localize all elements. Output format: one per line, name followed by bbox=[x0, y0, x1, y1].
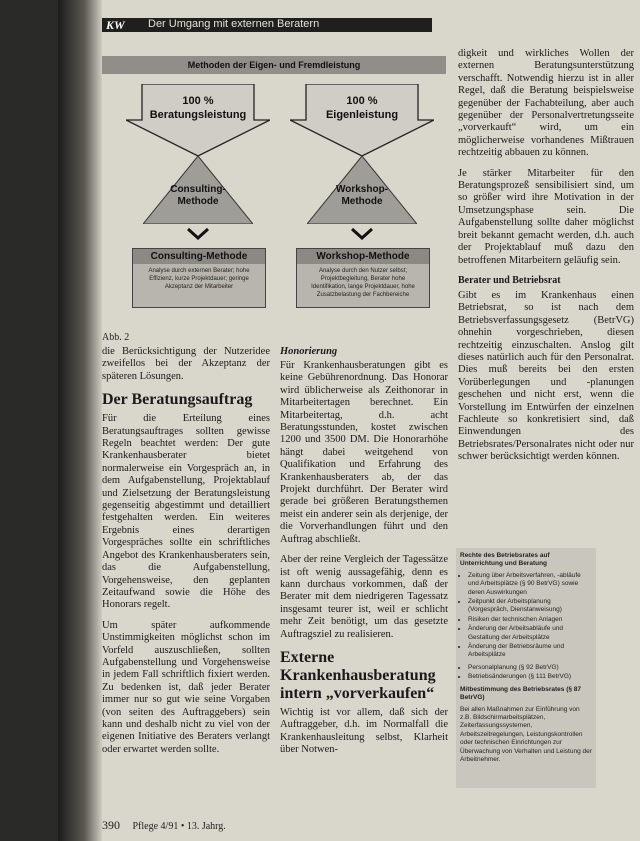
consulting-triangle bbox=[143, 156, 253, 224]
methods-figure bbox=[102, 56, 446, 324]
workshop-method-box bbox=[296, 248, 430, 308]
page-number: 390 bbox=[102, 818, 120, 832]
right-arrow-percent: 100 % bbox=[346, 95, 378, 107]
list-item: • Zeitung über Arbeitsverfahren, -abläufe und Arbeitsplätze (§ 90 BetrVG) sowie deren Auswirkungen bbox=[468, 572, 592, 597]
section-heading: Externe Krankenhausberatung intern „vorverkaufen“ bbox=[280, 648, 436, 702]
book-page bbox=[58, 0, 640, 841]
subheading: Honorierung bbox=[280, 346, 338, 357]
consulting-box-title: Consulting-Methode bbox=[133, 249, 265, 264]
paragraph: Für die Erteilung eines Beratungsauftrages sollten gewisse Regeln beachtet werden: Der gute Krankenhausberater bietet normalerweise ein Vorgespräch an, in dem Aufgabenstellung, Projektablauf und Zielsetzung der Beratungsleistung gegenseitig abgestimmt und detailliert festgehalten werden. Ein weiteres Ergebnis eines derartigen Vorgespräches sollte ein schriftliches Angebot des Krankenhausberaters sein, das die Aufgabenstellung, Vorgehensweise, den geplanten Zeitaufwand sowie die Höhe des Honorars regelt. bbox=[102, 413, 270, 611]
paragraph: Für Krankenhausberatungen gibt es keine Gebührenordnung. Das Honorar wird üblicherweise als Zeithonorar in Mitarbeitertagen berechnet. Ein Mitarbeitertag, d.h. acht Beratungsstunden, kostet zwischen 1200 und 3500 DM. Die Honorarhöhe hängt dabei weitgehend von Qualifikation und Erfahrung des Krankenhausberaters ab, der das Projekt durchführt. Der Berater wird gerade bei größeren Beratungsthemen meist ein anderer sein als derjenige, der die Vorverhandlungen führt und den Auftrag abschließt. bbox=[280, 360, 448, 545]
figure-caption: Abb. 2 bbox=[102, 332, 130, 343]
paragraph: digkeit und wirkliches Wollen der externen Beratungsunterstützung verschafft. Notwendig hierzu ist in aller Regel, daß die Beratung beispielsweise gegenüber der Fachabteilung, aber auch gegenüber der Personalvertretungsseite „vorverkauft“ wird, um ein möglicherweise vorhandenes Mißtrauen rechtzeitig abbauen zu können. bbox=[458, 48, 634, 159]
paragraph: die Berücksichtigung der Nutzeridee zweifellos bei der Akzeptanz der späteren Lösungen. bbox=[102, 346, 270, 382]
workshop-box-desc: Analyse durch den Nutzer selbst; Projektbegleitung, Berater hohe Identifikation, lange Projektdauer, hohe Zusatzbelastung der Fachbereiche bbox=[311, 268, 415, 298]
chevron-down-icon bbox=[187, 228, 209, 240]
left-down-arrow bbox=[126, 84, 270, 156]
list-item: • Betriebsänderungen (§ 111 BetrVG) bbox=[468, 673, 592, 681]
workshop-tri-line2: Methode bbox=[341, 196, 383, 207]
paragraph: Um später aufkommende Unstimmigkeiten möglichst schon im Vorfeld auszuschließen, sollten Aufgabenstellung und Vorgehensweise in jedem Fall schriftlich fixiert werden. Zu bedenken ist, daß jeder Berater immer nur so gut wie seine Vorgaben (von seiten des Auftraggebers) sein kann und deshalb nicht zu viel von der eigenen Initiative des Beraters verlangt oder erwartet werden sollte. bbox=[102, 619, 270, 755]
running-header bbox=[102, 18, 432, 32]
book-gutter bbox=[58, 0, 102, 841]
paragraph: Aber der reine Vergleich der Tagessätze ist oft wenig aussagefähig, denn es kann durchaus vorkommen, daß der Berater mit dem niedrigeren Tagessatz insgesamt teurer ist, weil er schlicht mehr Zeit benötigt, um das gesetzte Auftragsziel zu realisieren. bbox=[280, 554, 448, 640]
list-item: • Änderung der Betriebsräume und Arbeitsplätze bbox=[468, 643, 592, 660]
sidebox-list-2 bbox=[460, 664, 592, 682]
left-arrow-percent: 100 % bbox=[182, 95, 214, 107]
journal-logo: KW bbox=[106, 18, 125, 32]
sidebox-subtitle: Mitbestimmung des Betriebsrates (§ 87 BetrVG) bbox=[460, 685, 582, 702]
paragraph: Wichtig ist vor allem, daß sich der Auftraggeber, d.h. im Normalfall die Krankenhausleitung selbst, Klarheit über Notwen- bbox=[280, 706, 448, 756]
workshop-triangle bbox=[307, 156, 417, 224]
list-item: • Risiken der technischen Anlagen bbox=[468, 616, 592, 624]
subheading: Berater und Betriebsrat bbox=[458, 274, 561, 286]
page-footer bbox=[102, 818, 226, 833]
figure-banner: Methoden der Eigen- und Fremdleistung bbox=[102, 56, 446, 74]
section-heading: Der Beratungsauftrag bbox=[102, 391, 253, 409]
sidebox-list bbox=[460, 572, 592, 660]
paragraph: Je stärker Mitarbeiter für den Beratungsprozeß sensibilisiert sind, um so größer wird ihre Motivation in der Umsetzungsphase sein. Die Aufgabenstellung sollte daher möglichst breit bekannt gemacht werden, d.h. auch der Projektablauf muß dazu den betroffenen Mitarbeitern geläufig sein. bbox=[458, 167, 634, 266]
paragraph: Gibt es im Krankenhaus einen Betriebsrat, so ist nach dem Betriebsverfassungsgesetz (BetrVG) ohnehin vorgeschrieben, diesen rechtzeitig einzuschalten. Anslog gilt dieses natürlich auch für den Personalrat. Dies muß bereits bei den ersten Vorüberlegungen und -planungen geschehen und nicht erst, wenn die Vorstellung im Entwürfen der einzelnen Fachleute so konkretisiert sind, daß Einwendungen des Betriebsrates/Personalrates nicht oder nur schwer berücksichtigt werden können. bbox=[458, 289, 634, 463]
list-item: • Änderung der Arbeitsabläufe und Gestaltung der Arbeitsplätze bbox=[468, 625, 592, 642]
chevron-down-icon bbox=[351, 228, 373, 240]
consulting-box-desc: Analyse durch externen Berater; hohe Effizienz, kurze Projektdauer; geringe Akzeptanz der Mitarbeiter bbox=[148, 268, 250, 290]
column-1 bbox=[102, 346, 270, 764]
workshop-box-title: Workshop-Methode bbox=[297, 249, 429, 264]
info-sidebox bbox=[456, 548, 596, 788]
consulting-method-box bbox=[132, 248, 266, 308]
consulting-tri-line2: Methode bbox=[177, 196, 219, 207]
sidebox-text: Bei allen Maßnahmen zur Einführung von z.B. Bildschirmarbeitsplätzen, Zeiterfassungssystemen, Arbeitszeitregelungen, Leistungskontrollen oder technischen Einrichtungen zur Überwachung von Verhalten und Leistung der Arbeitnehmer. bbox=[460, 705, 592, 763]
left-arrow-label: Beratungsleistung bbox=[149, 109, 247, 121]
header-title: Der Umgang mit externen Beratern bbox=[148, 18, 320, 30]
consulting-tri-line1: Consulting- bbox=[170, 184, 226, 195]
list-item: • Personalplanung (§ 92 BetrVG) bbox=[468, 664, 592, 672]
workshop-tri-line1: Workshop- bbox=[335, 184, 389, 195]
sidebox-title: Rechte des Betriebsrates auf Unterrichtung und Beratung bbox=[460, 552, 550, 568]
footer-source: Pflege 4/91 • 13. Jahrg. bbox=[132, 821, 226, 832]
right-down-arrow bbox=[290, 84, 434, 156]
list-item: • Zeitpunkt der Arbeitsplanung (Vorgespräch, Dienstanweisung) bbox=[468, 598, 592, 615]
right-arrow-label: Eigenleistung bbox=[325, 109, 399, 121]
column-3 bbox=[458, 48, 634, 472]
column-2 bbox=[280, 346, 448, 765]
